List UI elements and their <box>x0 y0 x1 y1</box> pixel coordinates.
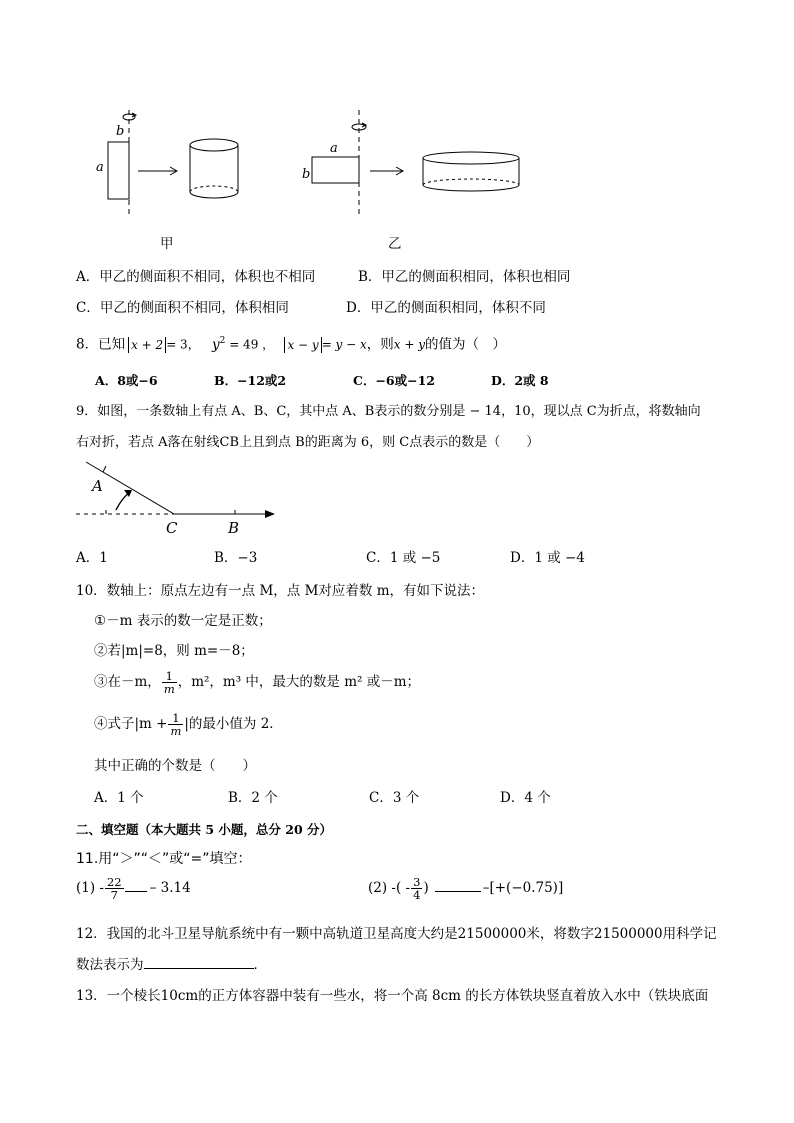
number-line-figure <box>70 458 290 538</box>
q8-expr: x + y <box>393 337 426 352</box>
q8-abs1: x + 2 <box>131 337 164 352</box>
q8-tail: 的值为（ ） <box>425 336 507 353</box>
q10-s4-num: 1 <box>168 712 183 725</box>
q11-p1-den: 7 <box>110 888 118 903</box>
q10-option-a: A．1 个 <box>94 790 144 806</box>
q7-option-c: C．甲乙的侧面积不相同，体积相同 <box>76 300 289 316</box>
q9-option-d: D．1 或 −4 <box>510 550 585 566</box>
q12-line1: 12．我国的北斗卫星导航系统中有一颗中高轨道卫星高度大约是21500000米，将数字21500000用科学记 <box>76 926 717 942</box>
q12-line2-post: ． <box>253 957 267 973</box>
caption-jia: 甲 <box>160 236 174 252</box>
q10-ask: 其中正确的个数是（ ） <box>94 758 256 774</box>
point-c-label: C <box>166 519 178 537</box>
q10-option-c: C．3 个 <box>369 790 420 806</box>
q11-p1-post: – 3.14 <box>149 880 191 897</box>
q7-option-d: D．甲乙的侧面积相同，体积不同 <box>346 300 546 316</box>
q10-option-b: B．2 个 <box>228 790 278 806</box>
q9-option-c: C．1 或 −5 <box>366 550 441 566</box>
q10-s3-num: 1 <box>162 670 177 683</box>
q11-p1-fraction <box>105 876 124 901</box>
caption-yi: 乙 <box>388 236 402 252</box>
q11-part-1 <box>76 876 191 901</box>
q8-option-d: D．2或 8 <box>491 373 549 388</box>
point-b-label: B <box>228 519 240 537</box>
q10-s4-post: |的最小值为 2． <box>184 716 283 733</box>
q8-eq2-lhs: y <box>212 336 220 353</box>
q12-line2-pre: 数法表示为 <box>76 957 144 973</box>
q10-s3-den: m <box>163 682 175 697</box>
q10-s4-pre: ④式子|m + <box>94 716 168 733</box>
q10-title: 10．数轴上：原点左边有一点 M，点 M对应着数 m，有如下说法： <box>76 583 484 599</box>
q12-blank[interactable] <box>144 967 254 969</box>
q9-line2: 右对折，若点 A落在射线CB上且到点 B的距离为 6，则 C点表示的数是（ ） <box>76 435 540 450</box>
q11-p2-den: 4 <box>413 888 421 903</box>
label-b-yi: b <box>302 167 311 182</box>
section-2-heading: 二、填空题（本大题共 5 小题，总分 20 分） <box>76 822 333 837</box>
q8-eq2-exp: 2 <box>219 336 226 346</box>
q10-statement-3 <box>94 670 420 695</box>
label-a-yi: a <box>330 141 338 156</box>
label-b-jia: b <box>116 124 125 139</box>
q11-p2-mid: ) <box>423 880 429 897</box>
figure-yi <box>302 110 519 215</box>
q9-option-b: B．−3 <box>214 550 258 566</box>
q11-p1-blank[interactable] <box>125 890 147 892</box>
q11-p2-blank[interactable] <box>435 890 481 892</box>
q10-s4-den: m <box>170 724 182 739</box>
q8-option-a: A．8或−6 <box>95 373 158 388</box>
q13-line1: 13．一个棱长10cm的正方体容器中装有一些水，将一个高 8cm 的长方体铁块竖直着放入水中（铁块底面 <box>76 988 709 1004</box>
q11-p2-fraction <box>411 876 422 901</box>
q11-p2-post: –[+(−0.75)] <box>482 880 564 897</box>
q12-line2 <box>76 957 267 973</box>
q8-stem <box>76 336 506 353</box>
q9-line1: 9．如图，一条数轴上有点 A、B、C，其中点 A、B表示的数分别是 − 14，10，现以点 C为折点，将数轴向 <box>76 404 701 419</box>
q11-title: 11.用“＞”“＜”或“=”填空： <box>76 851 252 867</box>
q11-p1-pre: (1) - <box>76 880 104 897</box>
q8-eq1: = 3， <box>166 337 200 352</box>
q10-s3-post: ，m²，m³ 中，最大的数是 m² 或－m； <box>177 674 421 691</box>
rotation-figure <box>80 105 560 215</box>
q8-eq3: = y − x <box>321 337 367 352</box>
q11-p2-num: 3 <box>413 875 421 889</box>
q8-option-b: B．−12或2 <box>214 373 287 388</box>
q9-option-a: A．1 <box>76 550 108 566</box>
q7-option-a: A．甲乙的侧面积不相同，体积也不相同 <box>76 269 316 285</box>
q7-option-b: B．甲乙的侧面积相同，体积也相同 <box>358 269 571 285</box>
q10-s3-fraction <box>162 670 177 695</box>
q8-prefix: 8．已知 <box>76 336 126 353</box>
point-a-label: A <box>92 477 103 495</box>
q10-s4-fraction <box>168 712 183 737</box>
q10-statement-1: ①－m 表示的数一定是正数； <box>94 613 272 629</box>
q10-statement-2: ②若|m|=8，则 m=－8； <box>94 643 254 659</box>
label-a-jia: a <box>96 160 104 175</box>
q8-option-c: C．−6或−12 <box>353 373 435 388</box>
q11-p1-num: 22 <box>106 875 122 889</box>
q8-abs2: x − y <box>287 337 319 352</box>
q10-statement-4 <box>94 712 283 737</box>
q10-option-d: D．4 个 <box>500 790 551 806</box>
q8-suffix: ，则 <box>366 336 394 353</box>
q8-eq2-rhs: = 49 ， <box>225 337 275 352</box>
q11-p2-pre: (2) -( - <box>368 880 411 897</box>
q11-part-2 <box>368 876 563 901</box>
figure-jia <box>96 110 238 215</box>
q10-s3-pre: ③在－m， <box>94 674 161 691</box>
